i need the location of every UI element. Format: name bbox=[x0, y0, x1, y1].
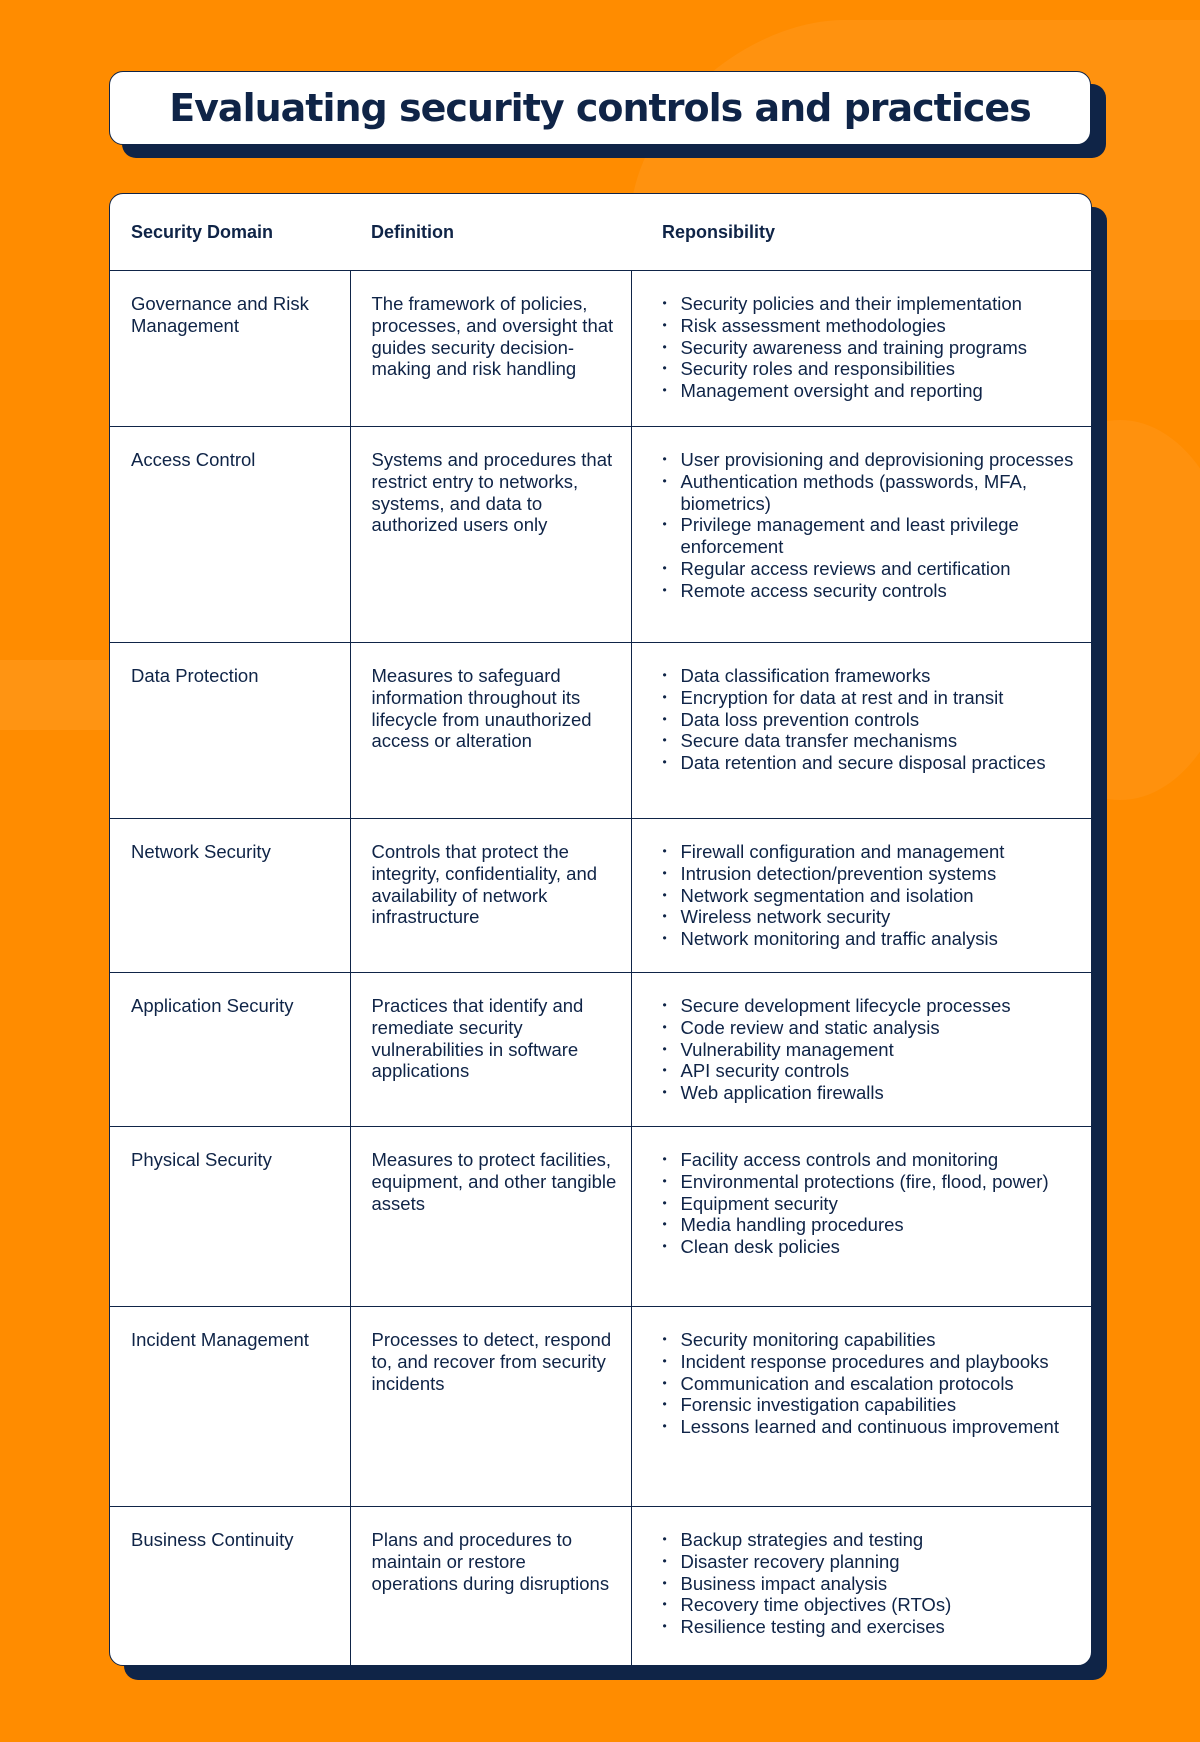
responsibility-item: • API security controls bbox=[663, 1060, 1084, 1082]
responsibility-list bbox=[663, 665, 1084, 774]
responsibility-item: • Business impact analysis bbox=[663, 1573, 1084, 1595]
responsibility-item: • Data retention and secure disposal practices bbox=[663, 752, 1084, 774]
responsibility-item: • Regular access reviews and certification bbox=[663, 558, 1084, 580]
cell-responsibility bbox=[631, 1507, 1092, 1667]
responsibility-item: • Security policies and their implementation bbox=[663, 293, 1084, 315]
cell-security-domain: Data Protection bbox=[110, 643, 350, 819]
cell-definition: Practices that identify and remediate security vulnerabilities in software applications bbox=[350, 973, 631, 1127]
responsibility-item: • Backup strategies and testing bbox=[663, 1529, 1084, 1551]
responsibility-item: • Security awareness and training programs bbox=[663, 337, 1084, 359]
cell-responsibility bbox=[631, 643, 1092, 819]
cell-responsibility bbox=[631, 1127, 1092, 1307]
responsibility-item: • Management oversight and reporting bbox=[663, 380, 1084, 402]
cell-responsibility bbox=[631, 973, 1092, 1127]
title-card bbox=[109, 71, 1091, 145]
responsibility-item: • Lessons learned and continuous improvement bbox=[663, 1416, 1084, 1438]
responsibility-item: • Data classification frameworks bbox=[663, 665, 1084, 687]
responsibility-list bbox=[663, 995, 1084, 1104]
responsibility-item: • Resilience testing and exercises bbox=[663, 1616, 1084, 1638]
responsibility-item: • Forensic investigation capabilities bbox=[663, 1394, 1084, 1416]
header-responsibility: Reponsibility bbox=[631, 194, 1092, 271]
responsibility-item: • Privilege management and least privilege enforcement bbox=[663, 514, 1084, 558]
cell-security-domain: Application Security bbox=[110, 973, 350, 1127]
table-row bbox=[110, 819, 1092, 973]
responsibility-item: • Communication and escalation protocols bbox=[663, 1373, 1084, 1395]
responsibility-item: • Firewall configuration and management bbox=[663, 841, 1084, 863]
responsibility-item: • Equipment security bbox=[663, 1193, 1084, 1215]
table-row bbox=[110, 1507, 1092, 1667]
cell-security-domain: Physical Security bbox=[110, 1127, 350, 1307]
responsibility-item: • User provisioning and deprovisioning processes bbox=[663, 449, 1084, 471]
responsibility-item: • Incident response procedures and playbooks bbox=[663, 1351, 1084, 1373]
responsibility-item: • Secure data transfer mechanisms bbox=[663, 730, 1084, 752]
responsibility-item: • Network monitoring and traffic analysis bbox=[663, 928, 1084, 950]
cell-responsibility bbox=[631, 819, 1092, 973]
cell-definition: Measures to protect facilities, equipment, and other tangible assets bbox=[350, 1127, 631, 1307]
responsibility-item: • Data loss prevention controls bbox=[663, 709, 1084, 731]
responsibility-item: • Remote access security controls bbox=[663, 580, 1084, 602]
responsibility-item: • Authentication methods (passwords, MFA, biometrics) bbox=[663, 471, 1084, 515]
cell-security-domain: Network Security bbox=[110, 819, 350, 973]
responsibility-item: • Disaster recovery planning bbox=[663, 1551, 1084, 1573]
responsibility-item: • Vulnerability management bbox=[663, 1039, 1084, 1061]
responsibility-item: • Facility access controls and monitoring bbox=[663, 1149, 1084, 1171]
responsibility-item: • Clean desk policies bbox=[663, 1236, 1084, 1258]
responsibility-item: • Security roles and responsibilities bbox=[663, 358, 1084, 380]
responsibility-list bbox=[663, 1149, 1084, 1258]
responsibility-item: • Recovery time objectives (RTOs) bbox=[663, 1594, 1084, 1616]
cell-responsibility bbox=[631, 1307, 1092, 1507]
header-security-domain: Security Domain bbox=[110, 194, 350, 271]
table-body bbox=[110, 271, 1092, 1667]
cell-responsibility bbox=[631, 427, 1092, 643]
responsibility-item: • Wireless network security bbox=[663, 906, 1084, 928]
security-controls-table bbox=[110, 194, 1092, 1666]
table-header-row bbox=[110, 194, 1092, 271]
cell-security-domain: Incident Management bbox=[110, 1307, 350, 1507]
cell-definition: Plans and procedures to maintain or restore operations during disruptions bbox=[350, 1507, 631, 1667]
table-row bbox=[110, 427, 1092, 643]
responsibility-item: • Encryption for data at rest and in transit bbox=[663, 687, 1084, 709]
cell-definition: Controls that protect the integrity, confidentiality, and availability of network infrastructure bbox=[350, 819, 631, 973]
table-row bbox=[110, 1307, 1092, 1507]
cell-security-domain: Business Continuity bbox=[110, 1507, 350, 1667]
page-title: Evaluating security controls and practices bbox=[169, 86, 1031, 130]
table-row bbox=[110, 643, 1092, 819]
cell-security-domain: Access Control bbox=[110, 427, 350, 643]
responsibility-item: • Environmental protections (fire, flood, power) bbox=[663, 1171, 1084, 1193]
cell-definition: The framework of policies, processes, and oversight that guides security decision-making and risk handling bbox=[350, 271, 631, 427]
responsibility-item: • Media handling procedures bbox=[663, 1214, 1084, 1236]
cell-definition: Systems and procedures that restrict entry to networks, systems, and data to authorized users only bbox=[350, 427, 631, 643]
responsibility-item: • Web application firewalls bbox=[663, 1082, 1084, 1104]
responsibility-list bbox=[663, 1329, 1084, 1438]
responsibility-item: • Intrusion detection/prevention systems bbox=[663, 863, 1084, 885]
table-card bbox=[109, 193, 1092, 1666]
responsibility-list bbox=[663, 1529, 1084, 1638]
header-definition: Definition bbox=[350, 194, 631, 271]
responsibility-item: • Secure development lifecycle processes bbox=[663, 995, 1084, 1017]
cell-responsibility bbox=[631, 271, 1092, 427]
responsibility-item: • Network segmentation and isolation bbox=[663, 885, 1084, 907]
cell-security-domain: Governance and Risk Management bbox=[131, 293, 309, 336]
cell-definition: Measures to safeguard information throughout its lifecycle from unauthorized access or alteration bbox=[350, 643, 631, 819]
table-row bbox=[110, 271, 1092, 427]
responsibility-item: • Risk assessment methodologies bbox=[663, 315, 1084, 337]
cell-definition: Processes to detect, respond to, and recover from security incidents bbox=[350, 1307, 631, 1507]
responsibility-item: • Security monitoring capabilities bbox=[663, 1329, 1084, 1351]
responsibility-list bbox=[663, 841, 1084, 950]
responsibility-list bbox=[663, 449, 1084, 602]
responsibility-item: • Code review and static analysis bbox=[663, 1017, 1084, 1039]
table-row bbox=[110, 1127, 1092, 1307]
responsibility-list bbox=[663, 293, 1084, 402]
table-row bbox=[110, 973, 1092, 1127]
